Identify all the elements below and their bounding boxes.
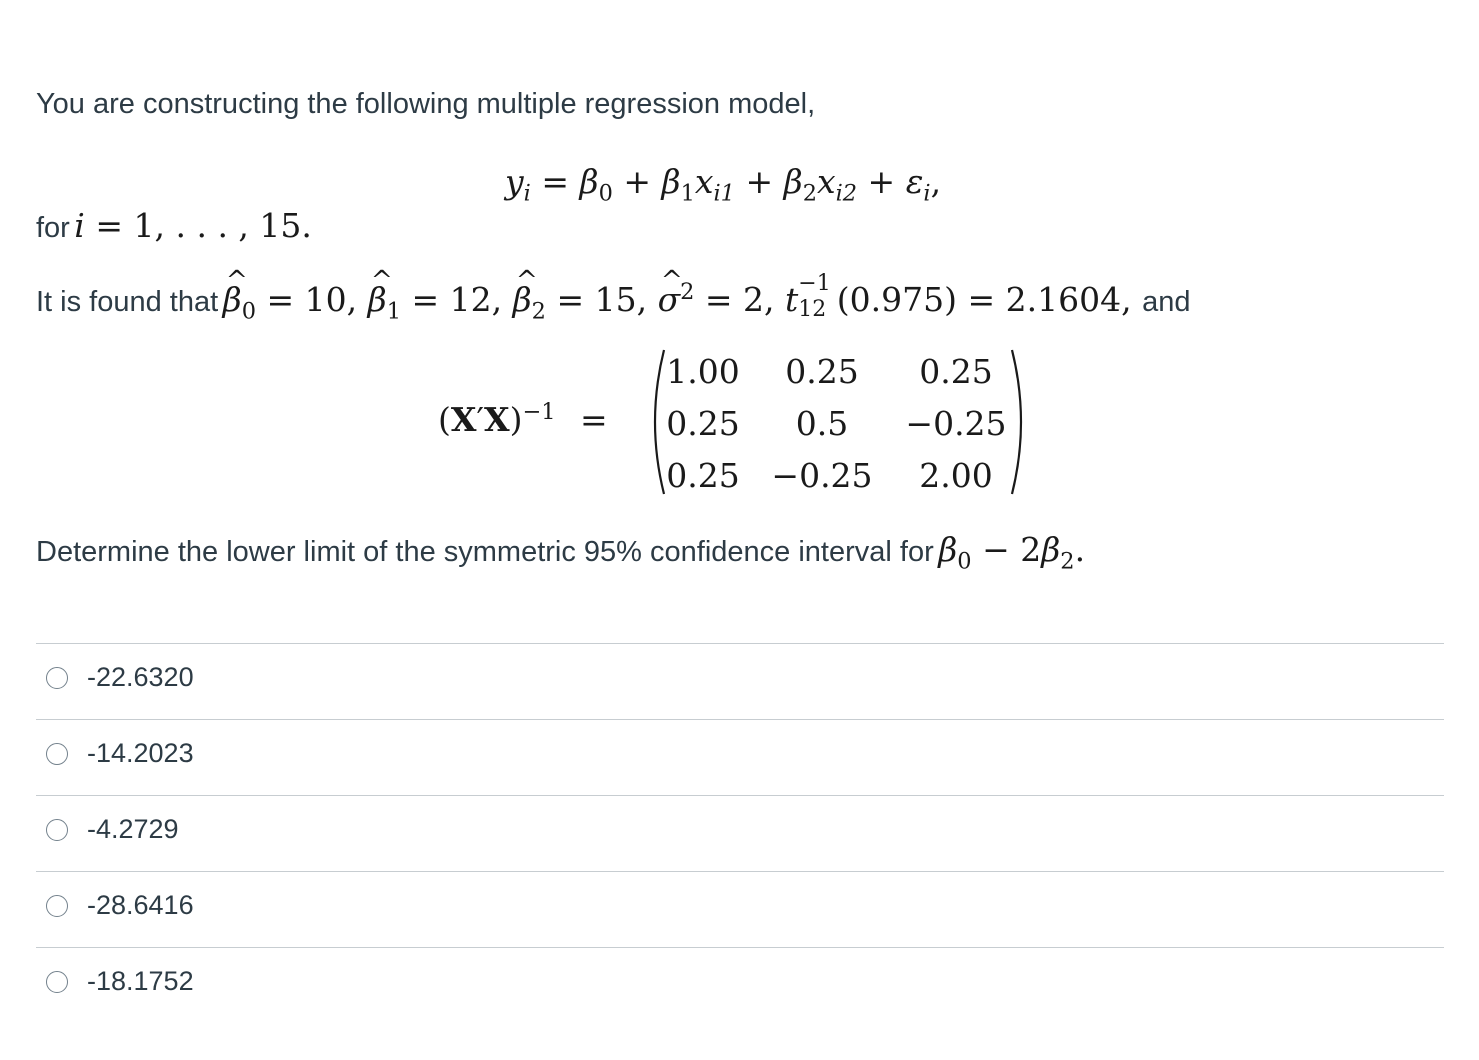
answer-option[interactable] bbox=[36, 720, 1444, 794]
answer-option[interactable] bbox=[36, 948, 1444, 1022]
question-intro: You are constructing the following multiple regression model, bbox=[36, 88, 816, 120]
answer-option-label: -22.6320 bbox=[87, 662, 194, 692]
index-range: for i = 1, . . . , 15. bbox=[36, 206, 312, 245]
matrix-cell: 1.00 bbox=[666, 352, 740, 391]
answer-option[interactable] bbox=[36, 644, 1444, 718]
radio-button[interactable] bbox=[46, 743, 68, 765]
answer-option-label: -18.1752 bbox=[87, 966, 194, 996]
answer-option[interactable] bbox=[36, 796, 1444, 870]
radio-button[interactable] bbox=[46, 895, 68, 917]
matrix-cell: 0.25 bbox=[785, 352, 859, 391]
radio-button[interactable] bbox=[46, 667, 68, 689]
matrix-cell: 0.25 bbox=[919, 352, 993, 391]
answer-option-label: -14.2023 bbox=[87, 738, 194, 768]
matrix-right-paren bbox=[1010, 348, 1032, 496]
matrix-cell: 2.00 bbox=[919, 456, 993, 495]
answer-option-label: -4.2729 bbox=[87, 814, 179, 844]
question-prompt: Determine the lower limit of the symmetric 95% confidence interval for $\beta_0 - 2\beta_2$. bbox=[36, 530, 1086, 575]
answer-option-label: -28.6416 bbox=[87, 890, 194, 920]
matrix-cell: 0.25 bbox=[666, 456, 740, 495]
estimates-line: It is found that ^ $\beta_0 = 10$, ^ $\beta_1 = 12$, ^ $\beta_2 = 15$, ^ $\sigma^2 = 2$, t −1 12 (0.975) = 2.1604, and bbox=[36, 280, 1191, 319]
matrix-cell: −0.25 bbox=[771, 456, 873, 495]
matrix-cell: 0.5 bbox=[795, 404, 849, 443]
regression-equation: $y_i = \beta_0 + \beta_1x_{i1} + \beta_2x_{i2} + \varepsilon_i$, bbox=[505, 162, 942, 207]
answer-option[interactable] bbox=[36, 872, 1444, 946]
radio-button[interactable] bbox=[46, 971, 68, 993]
matrix-cell: 0.25 bbox=[666, 404, 740, 443]
matrix-cell: −0.25 bbox=[905, 404, 1007, 443]
radio-button[interactable] bbox=[46, 819, 68, 841]
matrix-lhs: $(X'X)^{-1}$ = bbox=[438, 399, 608, 439]
